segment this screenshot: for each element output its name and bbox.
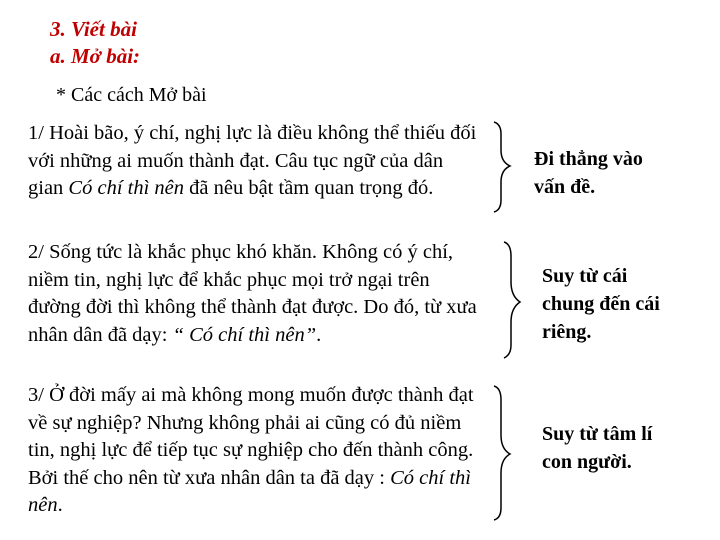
- section-heading: 3. Viết bài: [50, 17, 137, 41]
- brace-3: [494, 386, 510, 520]
- example-paragraph-1: 1/ Hoài bão, ý chí, nghị lực là điều không thể thiếu đối với những ai muốn thành đạt. Câu tục ngữ của dân gian Có chí thì nên đã nêu bật tầm quan trọng đó.: [28, 122, 477, 200]
- methods-subtitle: * Các cách Mở bài: [56, 84, 207, 106]
- subsection-heading: a. Mở bài:: [50, 44, 141, 68]
- method-direct: Đi thẳng vào vấn đề.: [534, 148, 643, 198]
- example-paragraph-3: 3/ Ở đời mấy ai mà không mong muốn được thành đạt về sự nghiệp? Nhưng không phải ai cũng có đủ niềm tin, nghị lực để tiếp tục sự nghiệp cho đến thành công. Bởi thế cho nên từ xưa nhân dân ta đã dạy : Có chí thì nên.: [28, 384, 474, 517]
- brace-2: [504, 242, 520, 358]
- brace-1: [494, 122, 510, 212]
- method-psychology: Suy từ tâm lí con người.: [542, 423, 653, 473]
- method-general-to-specific: Suy từ cái chung đến cái riêng.: [542, 265, 660, 343]
- example-paragraph-2: 2/ Sống tức là khắc phục khó khăn. Không có ý chí, niềm tin, nghị lực để khắc phục mọi trở ngại trên đường đời thì không thể thành đạt được. Do đó, từ xưa nhân dân đã dạy: “ Có chí thì nên”.: [28, 241, 477, 346]
